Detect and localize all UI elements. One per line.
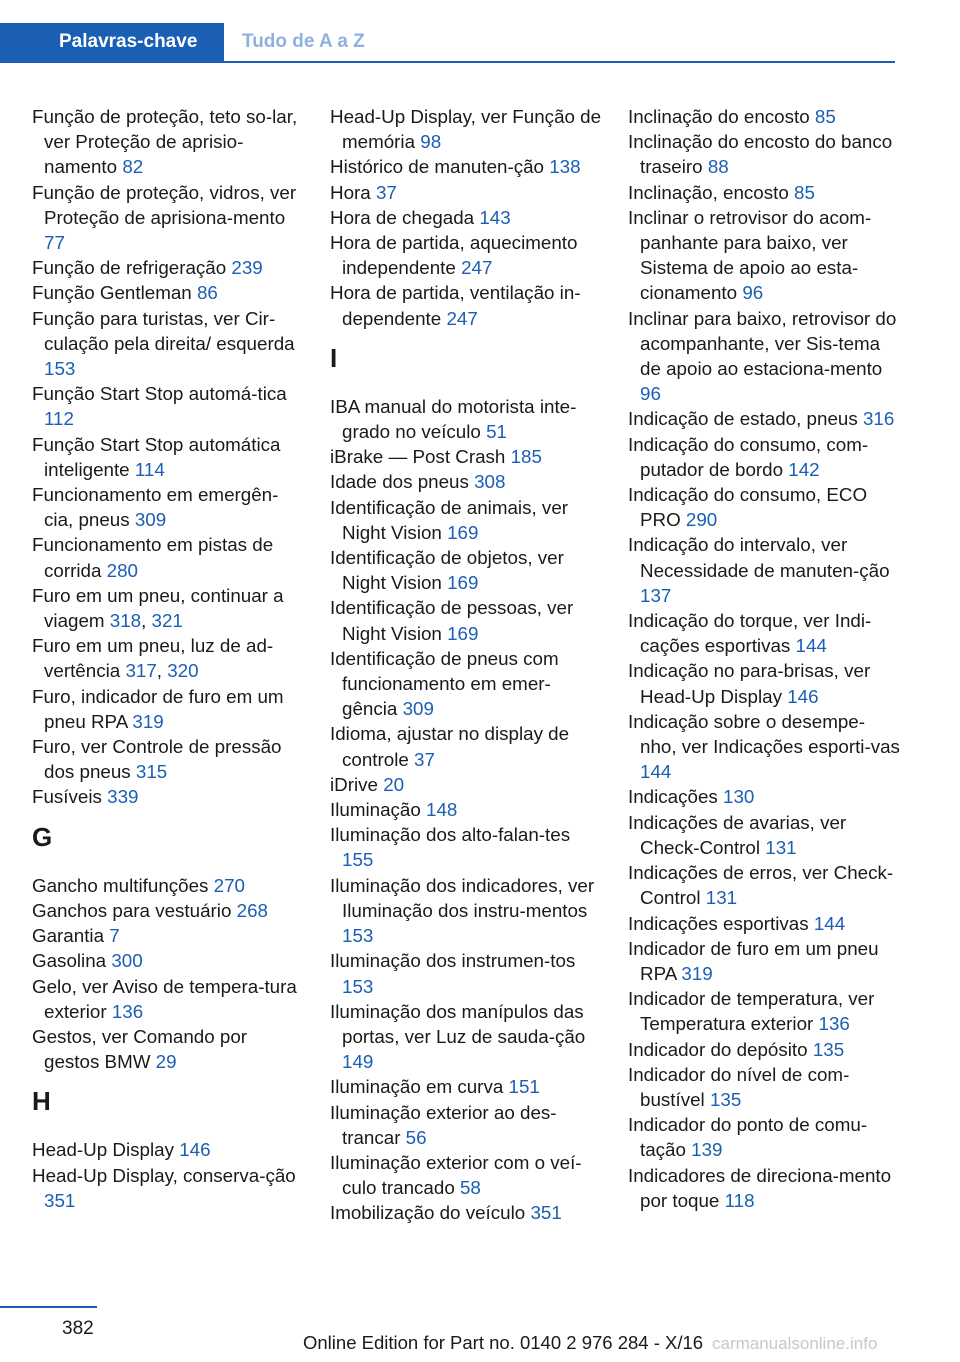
index-entry <box>330 1074 604 1099</box>
index-entry <box>330 104 604 154</box>
page-link[interactable]: 155 <box>342 849 374 871</box>
page-link[interactable]: 56 <box>405 1126 427 1148</box>
index-term: Função Gentleman <box>32 282 197 304</box>
index-entry <box>32 1137 306 1162</box>
page-link[interactable]: 144 <box>813 912 846 934</box>
index-entry <box>330 469 604 494</box>
index-entry <box>330 772 604 797</box>
index-term: Iluminação dos instrumen‐tos <box>330 950 576 972</box>
index-term: Iluminação dos alto-falan‐tes <box>330 824 571 846</box>
page-link[interactable]: 280 <box>106 559 138 581</box>
index-term: Indicações de avarias, ver Check-Control <box>628 811 847 858</box>
index-letter-heading: I <box>330 342 338 373</box>
index-term: Gelo, ver Aviso de tempera‐tura exterior <box>32 975 297 1022</box>
index-entry <box>32 306 306 382</box>
index-entry <box>330 948 604 998</box>
index-term: Hora <box>330 181 376 203</box>
index-entry <box>330 721 604 771</box>
index-term: Indicação de estado, pneus <box>628 408 863 430</box>
page-link[interactable]: 247 <box>461 257 493 279</box>
index-entry <box>330 999 604 1075</box>
index-entry <box>628 860 900 910</box>
page-link[interactable]: 151 <box>508 1076 540 1098</box>
index-entry <box>330 444 604 469</box>
index-entry <box>32 280 306 305</box>
index-entry <box>628 1062 900 1112</box>
index-entry <box>330 797 604 822</box>
index-term: Inclinação, encosto <box>628 181 795 203</box>
index-entry <box>628 205 900 306</box>
index-entry <box>628 658 900 708</box>
index-term: Indicações esportivas <box>628 912 814 934</box>
index-term: Furo em um pneu, continuar a viagem <box>32 584 284 632</box>
index-entry <box>32 180 306 256</box>
index-term: Funcionamento em pistas de corrida <box>32 534 274 581</box>
page-link[interactable]: 7 <box>109 925 120 947</box>
index-term: Iluminação exterior com o veí‐culo trancado <box>330 1151 582 1199</box>
index-term: Inclinação do encosto <box>628 106 815 127</box>
index-term: Função de proteção, vidros, ver Proteção de aprisiona‐mento <box>32 181 297 228</box>
page-link[interactable]: 136 <box>818 1013 850 1035</box>
index-entry <box>628 709 900 785</box>
index-entry <box>330 230 604 280</box>
index-term: Indicação do torque, ver Indi‐cações esportivas <box>628 610 872 657</box>
index-entry <box>628 406 900 431</box>
page-link[interactable]: 268 <box>236 899 268 921</box>
index-term: Indicador do ponto de comu‐tação <box>628 1114 868 1161</box>
page-link[interactable]: 290 <box>685 509 718 531</box>
page-link[interactable]: 142 <box>788 458 820 480</box>
index-term: Funcionamento em emergên‐cia, pneus <box>32 484 279 531</box>
index-term: Head-Up Display <box>32 1139 180 1161</box>
index-entry <box>32 532 306 582</box>
index-term: Iluminação <box>330 799 427 821</box>
index-term: Head-Up Display, conserva‐ção <box>32 1164 296 1186</box>
index-term: Idioma, ajustar no display de controle <box>330 723 570 770</box>
page-link[interactable]: 138 <box>549 156 581 178</box>
page-header <box>0 23 895 63</box>
index-column-2 <box>330 104 604 1226</box>
index-entry <box>32 104 306 180</box>
page-link[interactable]: 131 <box>765 836 797 858</box>
index-term: Furo, ver Controle de pressão dos pneus <box>32 736 282 783</box>
index-entry <box>32 734 306 784</box>
index-term: iDrive <box>330 773 384 795</box>
index-entry <box>32 923 306 948</box>
index-column-1 <box>32 104 306 1213</box>
page-link[interactable]: 137 <box>640 584 672 606</box>
page-link[interactable]: 130 <box>723 786 755 808</box>
page-link[interactable]: 112 <box>44 408 74 430</box>
page-link[interactable]: 114 <box>134 458 165 480</box>
index-entry <box>628 1037 900 1062</box>
page-link[interactable]: 239 <box>231 257 263 279</box>
page-link[interactable]: 153 <box>342 925 374 947</box>
page-link[interactable]: 139 <box>691 1139 723 1161</box>
index-entry <box>330 394 604 444</box>
index-letter-heading: G <box>32 821 53 852</box>
index-entry <box>628 1163 900 1213</box>
index-entry <box>32 974 306 1024</box>
index-entry <box>32 381 306 431</box>
index-entry <box>32 684 306 734</box>
index-entry <box>330 646 604 722</box>
index-term: Gancho multifunções <box>32 874 214 896</box>
tab-a-to-z[interactable]: Tudo de A a Z <box>242 31 365 52</box>
index-entry <box>32 784 306 809</box>
page-link[interactable]: 319 <box>132 710 164 732</box>
index-term: Iluminação dos indicadores, ver Iluminação dos instru‐mentos <box>330 874 595 921</box>
index-term: Indicação sobre o desempe‐nho, ver Indicações esporti‐vas <box>628 710 900 758</box>
index-term: Indicação do intervalo, ver Necessidade de manuten‐ção <box>628 534 890 581</box>
index-term: Identificação de objetos, ver Night Vision <box>330 547 564 594</box>
page-link[interactable]: 319 <box>681 962 713 984</box>
index-column-3 <box>628 104 900 1213</box>
watermark: carmanualsonline.info <box>712 1334 878 1353</box>
index-entry <box>628 608 900 658</box>
index-letter-heading: H <box>32 1086 51 1117</box>
page-link[interactable]: 169 <box>447 521 479 543</box>
index-term: Indicações de erros, ver Check-Control <box>628 862 894 909</box>
index-term: Furo em um pneu, luz de ad‐vertência <box>32 635 274 682</box>
page-link[interactable]: 148 <box>426 799 458 821</box>
index-entry <box>330 495 604 545</box>
index-term: Iluminação exterior ao des‐trancar <box>330 1101 557 1148</box>
page-link[interactable]: 96 <box>640 383 661 405</box>
page-link[interactable]: 317 <box>125 660 157 682</box>
index-entry <box>330 1200 604 1225</box>
index-entry <box>330 873 604 949</box>
index-entry <box>32 898 306 923</box>
index-entry <box>628 432 900 482</box>
index-term: Hora de chegada <box>330 206 480 228</box>
index-entry <box>628 482 900 532</box>
page-link[interactable]: 153 <box>44 358 76 380</box>
page-link[interactable]: 131 <box>705 887 738 909</box>
index-term: Furo, indicador de furo em um pneu RPA <box>32 685 284 732</box>
index-entry <box>32 482 306 532</box>
index-term: Indicadores de direciona‐mento por toque <box>628 1164 892 1211</box>
index-entry <box>330 280 604 330</box>
index-term: Hora de partida, aquecimento independente <box>330 232 578 279</box>
index-term: Inclinar para baixo, retrovisor do acompanhante, ver Sis‐tema de apoio ao estaciona‐mento <box>628 307 897 380</box>
page-link[interactable]: 29 <box>155 1051 177 1073</box>
index-entry <box>330 1150 604 1200</box>
index-entry <box>32 1024 306 1074</box>
index-term: Indicação do consumo, ECO PRO <box>628 484 868 531</box>
index-entry <box>628 911 900 936</box>
index-term: Idade dos pneus <box>330 471 475 493</box>
page-link[interactable]: 321 <box>151 610 183 632</box>
index-term: Histórico de manuten‐ção <box>330 156 550 178</box>
page-link[interactable]: 136 <box>111 1000 144 1022</box>
index-entry <box>330 545 604 595</box>
page-link[interactable]: 316 <box>862 408 895 430</box>
page-link[interactable]: 82 <box>122 156 144 178</box>
page-link[interactable]: 315 <box>135 761 168 783</box>
page-link[interactable]: 270 <box>213 874 245 896</box>
page-link[interactable]: 169 <box>447 622 479 644</box>
index-term: Função Start Stop automá‐tica <box>32 383 287 405</box>
page-link[interactable]: 135 <box>709 1088 742 1110</box>
page-number: 382 <box>62 1318 94 1339</box>
index-term: Identificação de pneus com funcionamento em emer‐gência <box>330 647 559 720</box>
tab-keywords[interactable]: Palavras-chave <box>0 23 224 61</box>
page-link[interactable]: 300 <box>111 950 143 972</box>
index-entry <box>32 255 306 280</box>
index-entry <box>628 936 900 986</box>
page-link[interactable]: 85 <box>814 106 836 127</box>
index-term: Identificação de animais, ver Night Vision <box>330 496 569 543</box>
index-term: Ganchos para vestuário <box>32 899 237 921</box>
index-term: Função de proteção, teto so‐lar, ver Proteção de aprisio‐namento <box>32 106 298 178</box>
index-term: Indicação do consumo, com‐putador de bordo <box>628 433 869 480</box>
index-term: Indicações <box>628 786 724 808</box>
page-link[interactable]: 351 <box>44 1189 76 1211</box>
page-link[interactable]: 98 <box>420 131 442 153</box>
index-entry <box>628 306 900 407</box>
index-term: Função para turistas, ver Cir‐culação pela direita/ esquerda <box>32 307 295 354</box>
index-entry <box>32 948 306 973</box>
index-term: Inclinação do encosto do banco traseiro <box>628 131 893 178</box>
index-term: Função Start Stop automática inteligente <box>32 433 281 480</box>
index-entry <box>628 104 900 129</box>
index-entry <box>628 810 900 860</box>
page-link[interactable]: 308 <box>474 471 506 493</box>
page-link[interactable]: 309 <box>402 698 434 720</box>
index-entry: Furo em um pneu, luz de ad‐vertência 317, 320 <box>32 635 274 682</box>
index-term: Função de refrigeração <box>32 257 232 279</box>
page-link[interactable]: 143 <box>479 206 511 228</box>
index-term: Identificação de pessoas, ver Night Vision <box>330 597 574 644</box>
index-term: Indicador de temperatura, ver Temperatura exterior <box>628 988 875 1035</box>
page-link[interactable]: 146 <box>787 685 819 707</box>
page-link[interactable]: 318 <box>109 610 142 632</box>
page-link[interactable]: 309 <box>134 509 167 531</box>
index-entry <box>628 129 900 179</box>
index-term: Iluminação dos manípulos das portas, ver Luz de sauda‐ção <box>330 1000 586 1047</box>
footer-rule <box>0 1306 97 1308</box>
page-link[interactable]: 144 <box>795 635 827 657</box>
index-entry <box>628 180 900 205</box>
index-term: Fusíveis <box>32 786 108 808</box>
page-link[interactable]: 118 <box>724 1189 755 1211</box>
page-link[interactable]: 20 <box>383 773 405 795</box>
index-term: IBA manual do motorista inte‐grado no veículo <box>330 395 577 443</box>
index-entry <box>628 532 900 608</box>
index-term: Iluminação em curva <box>330 1076 509 1098</box>
index-entry <box>330 154 604 179</box>
page-link[interactable]: 146 <box>179 1139 211 1161</box>
page-link[interactable]: 149 <box>342 1051 374 1073</box>
index-term: Gestos, ver Comando por gestos BMW <box>32 1025 248 1073</box>
page-link[interactable]: 135 <box>812 1038 845 1060</box>
page-link[interactable]: 247 <box>446 307 478 329</box>
page-link[interactable]: 51 <box>486 421 507 443</box>
index-term: Indicador do depósito <box>628 1038 813 1060</box>
index-entry <box>330 180 604 205</box>
index-term: Imobilização do veículo <box>330 1202 531 1224</box>
index-entry <box>32 873 306 898</box>
page-link[interactable]: 37 <box>375 181 397 203</box>
edition-note: Online Edition for Part no. 0140 2 976 284 - X/16 <box>303 1332 704 1353</box>
page-link[interactable]: 77 <box>44 232 65 254</box>
index-term: Indicador do nível de com‐bustível <box>628 1063 850 1110</box>
index-term: Garantia <box>32 925 110 947</box>
index-entry <box>32 1163 306 1213</box>
page-link[interactable]: 185 <box>510 446 542 468</box>
index-entry <box>330 1100 604 1150</box>
page-link[interactable]: 37 <box>414 748 435 770</box>
index-entry <box>330 595 604 645</box>
page-link[interactable]: 351 <box>530 1202 562 1224</box>
index-entry <box>628 986 900 1036</box>
index-term: Gasolina <box>32 950 112 972</box>
page-link[interactable]: 58 <box>459 1177 481 1199</box>
page-link[interactable]: 86 <box>196 282 218 304</box>
page-link[interactable]: 88 <box>707 156 729 178</box>
index-term: Head-Up Display, ver Função de memória <box>330 106 602 153</box>
index-entry <box>32 432 306 482</box>
page-link[interactable]: 144 <box>640 761 672 783</box>
index-term: iBrake — Post Crash <box>330 446 511 468</box>
index-term: Hora de partida, ventilação in‐dependente <box>330 282 581 329</box>
index-term: Indicador de furo em um pneu RPA <box>628 937 879 984</box>
index-entry <box>628 784 900 809</box>
index-entry <box>330 205 604 230</box>
page-link[interactable]: 169 <box>447 572 479 594</box>
index-entry <box>628 1112 900 1162</box>
page-link[interactable]: 85 <box>794 181 815 203</box>
page-link[interactable]: 96 <box>742 282 764 304</box>
index-term: Indicação no para-brisas, ver Head-Up Display <box>628 660 871 707</box>
index-entry: Furo em um pneu, continuar a viagem 318, 321 <box>32 584 284 632</box>
index-entry <box>330 822 604 872</box>
page-link[interactable]: 339 <box>107 786 139 808</box>
page-link[interactable]: 153 <box>342 975 374 997</box>
page-link[interactable]: 320 <box>167 660 199 682</box>
index-term: Inclinar o retrovisor do acom‐panhante para baixo, ver Sistema de apoio ao esta‐cionamento <box>628 206 872 304</box>
